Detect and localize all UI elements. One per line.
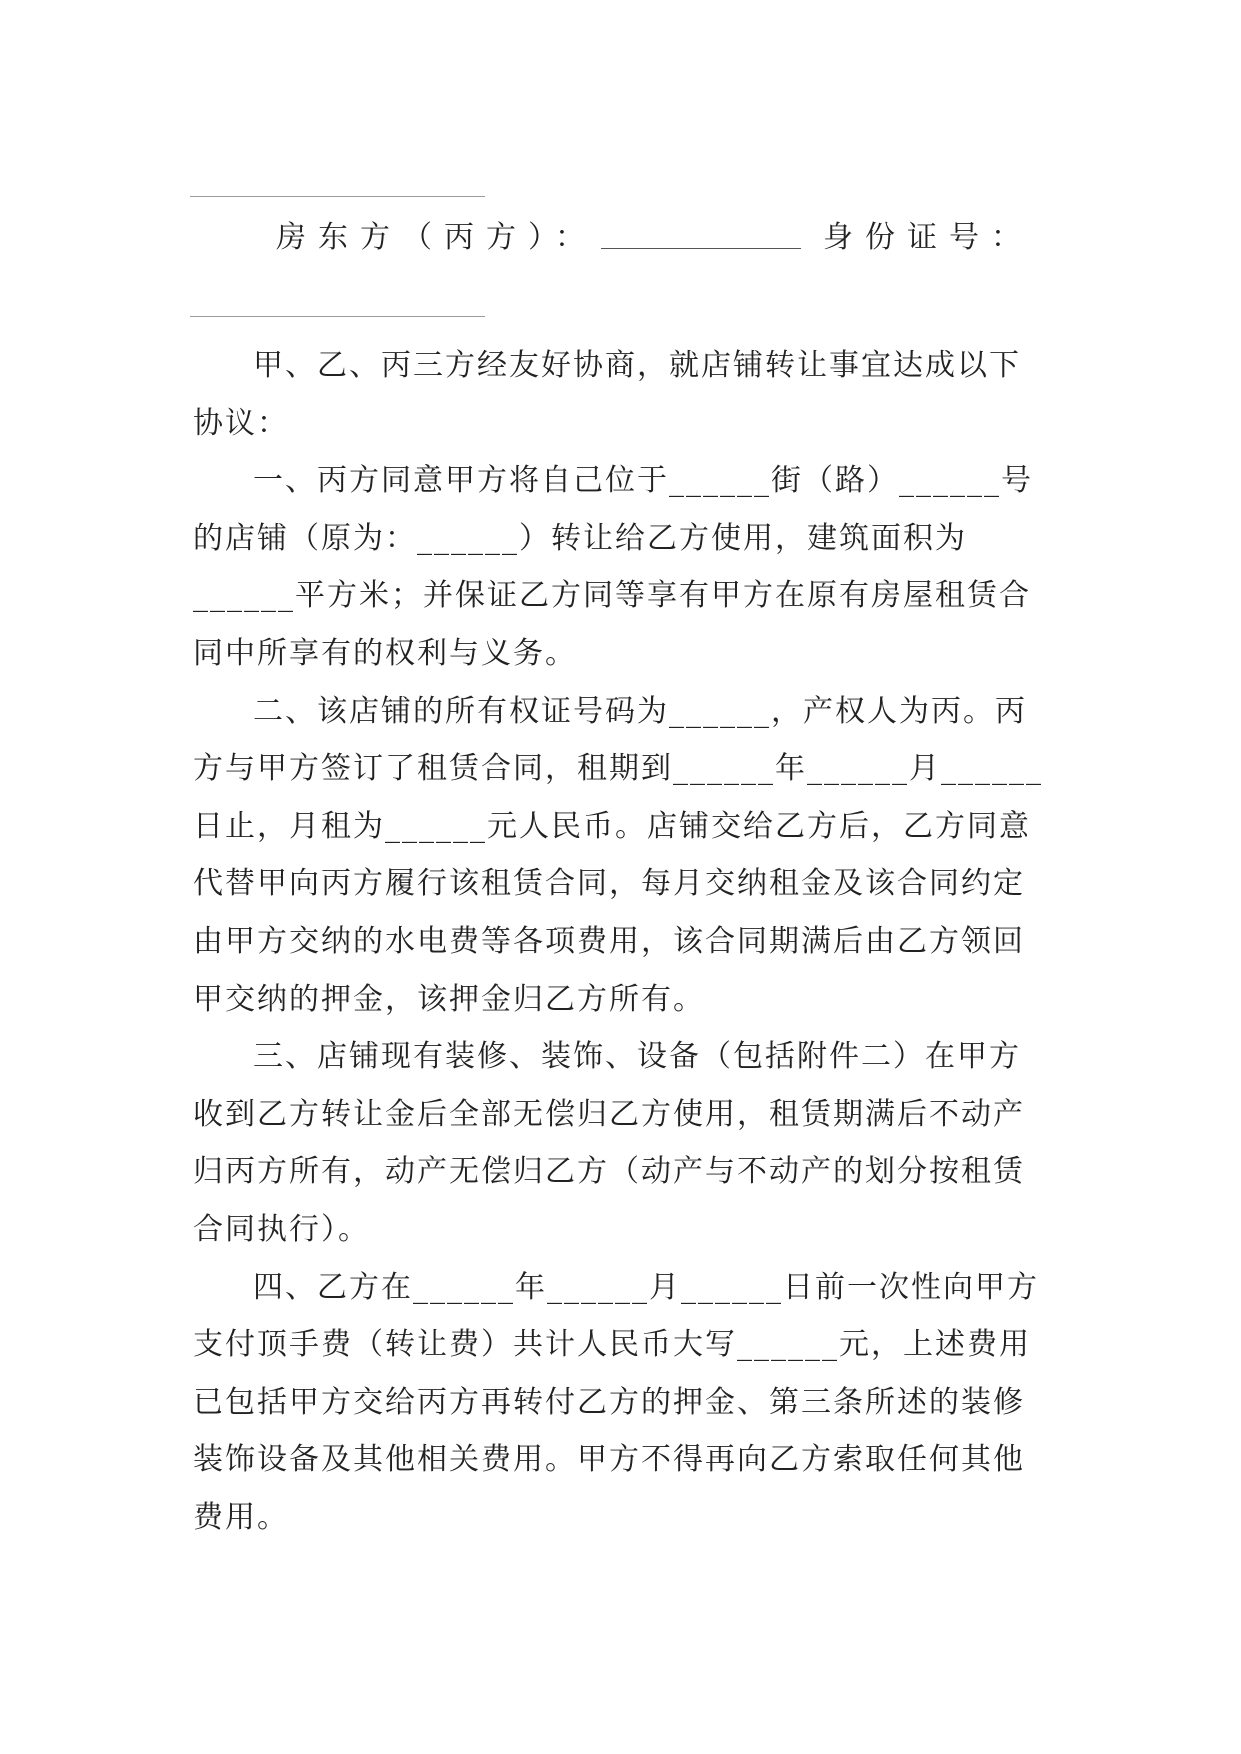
- intro-paragraph: 甲、乙、丙三方经友好协商，就店铺转让事宜达成以下协议：: [193, 348, 1021, 441]
- landlord-line: [276, 218, 1050, 258]
- agreement-body: [193, 337, 1049, 1546]
- landlord-name-blank: [601, 220, 801, 249]
- clause-1: 一、丙方同意甲方将自己位于______街（路）______号的店铺（原为：______）转让给乙方使用，建筑面积为______平方米；并保证乙方同等享有甲方在原有房屋租赁合同中所享有的权利与义务。: [193, 463, 1033, 671]
- signature-rule-bottom: [190, 316, 485, 317]
- landlord-id-label: 身份证号：: [823, 220, 1033, 255]
- signature-rule-top: [190, 196, 485, 197]
- landlord-label: 房东方（丙方）：: [276, 220, 597, 255]
- clause-3: 三、店铺现有装修、装饰、设备（包括附件二）在甲方收到乙方转让金后全部无偿归乙方使用，租赁期满后不动产归丙方所有，动产无偿归乙方（动产与不动产的划分按租赁合同执行）。: [193, 1039, 1025, 1247]
- clause-4: 四、乙方在______年______月______日前一次性向甲方支付顶手费（转让费）共计人民币大写______元，上述费用已包括甲方交给丙方再转付乙方的押金、第三条所述的装修装饰设备及其他相关费用。甲方不得再向乙方索取任何其他费用。: [193, 1269, 1039, 1535]
- clause-2: 二、该店铺的所有权证号码为______，产权人为丙。丙方与甲方签订了租赁合同，租期到______年______月______日止，月租为______元人民币。店铺交给乙方后，乙方同意代替甲向丙方履行该租赁合同，每月交纳租金及该合同约定由甲方交纳的水电费等各项费用，该合同期满后由乙方领回甲交纳的押金，该押金归乙方所有。: [193, 693, 1043, 1017]
